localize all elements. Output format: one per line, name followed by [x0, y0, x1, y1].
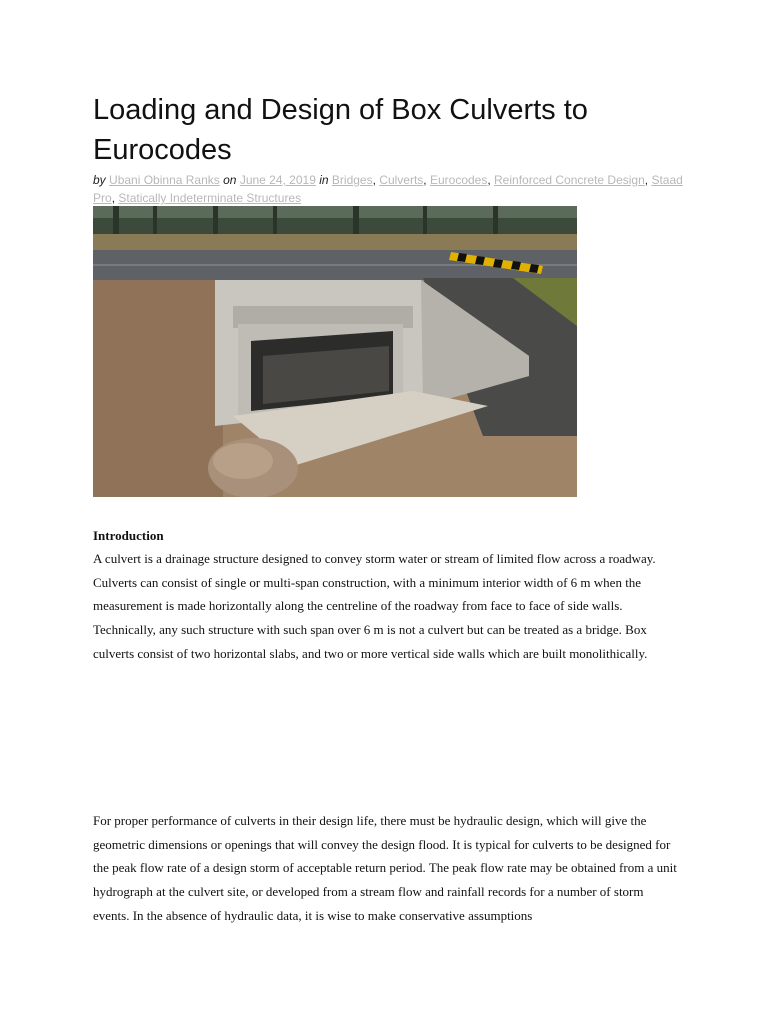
- article-title: Loading and Design of Box Culverts to Eurocodes: [93, 94, 588, 166]
- category-link-statically-indeterminate[interactable]: Statically Indeterminate Structures: [118, 191, 302, 205]
- paragraph-hydraulic-design: For proper performance of culverts in their design life, there must be hydraulic design, which will give the geometric dimensions or openings that will convey the design flood. It is typical for culverts to be designed for the peak flow rate of a design storm of acceptable return period. The peak flow rate may be obtained from a unit hydrograph at the culvert site, or developed from a stream flow and rainfall records for a number of storm events. In the absence of hydraulic data, it is wise to make conservative assumptions: [93, 813, 677, 923]
- category-link-bridges[interactable]: Bridges: [331, 173, 373, 187]
- paragraph-intro: A culvert is a drainage structure designed to convey storm water or stream of limited flow across a roadway. Culverts can consist of single or multi-span construction, with a minimum interior width of 6 m when the measurement is made horizontally along the centreline of the roadway from face to face of side walls. Technically, any such structure with such span over 6 m is not a culvert but can be treated as a bridge. Box culverts consist of two horizontal slabs, and two or more vertical side walls which are built monolithically.: [93, 551, 656, 661]
- meta-by: by: [93, 173, 106, 187]
- section-heading-introduction: Introduction: [93, 528, 164, 543]
- category-link-eurocodes[interactable]: Eurocodes: [429, 173, 488, 187]
- meta-on: on: [223, 173, 237, 187]
- date-link[interactable]: June 24, 2019: [239, 173, 316, 187]
- article-meta: by Ubani Obinna Ranks on June 24, 2019 in Bridges, Culverts, Eurocodes, Reinforced Concrete Design, Staad Pro, Statically Indeterminate Structures: [93, 173, 683, 205]
- category-link-reinforced-concrete[interactable]: Reinforced Concrete Design: [494, 173, 645, 187]
- box-culvert-photo: [93, 206, 577, 497]
- meta-in: in: [319, 173, 329, 187]
- author-link[interactable]: Ubani Obinna Ranks: [109, 173, 220, 187]
- category-link-staad-pro[interactable]: Staad Pro: [93, 173, 683, 205]
- category-link-culverts[interactable]: Culverts: [379, 173, 424, 187]
